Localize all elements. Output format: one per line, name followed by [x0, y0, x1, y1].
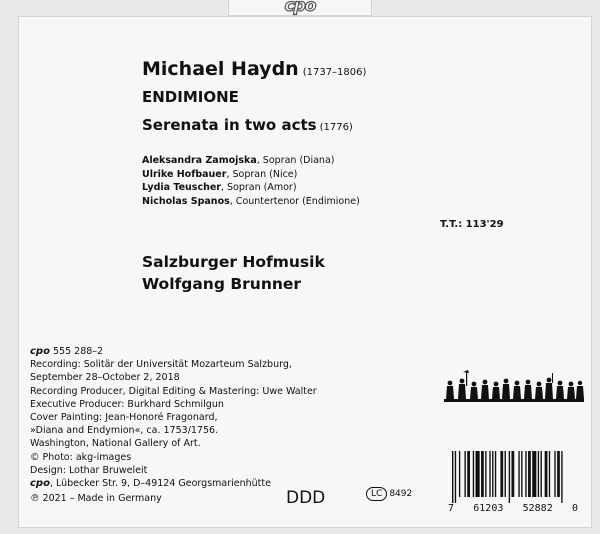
singer-name: Aleksandra Zamojska	[142, 155, 257, 166]
singer-name: Nicholas Spanos	[142, 195, 230, 207]
credit-line: Washington, National Gallery of Art.	[30, 438, 201, 450]
cpo-label: cpo	[30, 478, 50, 490]
credit-line: Cover Painting: Jean-Honoré Fragonard,	[30, 412, 218, 424]
total-time: T.T.: 113'29	[440, 219, 504, 230]
barcode-digit: 61203	[473, 503, 504, 514]
credit-line: Design: Lothar Bruweleit	[30, 464, 148, 476]
copyright-line: ℗ 2021 – Made in Germany	[30, 493, 162, 505]
ensemble-name: Salzburger Hofmusik	[142, 253, 325, 271]
cast-list	[142, 154, 360, 208]
singer-role: , Sopran (Diana)	[256, 155, 335, 166]
singer-name: Lydia Teuscher	[142, 182, 221, 193]
ddd-mark: DDD	[286, 488, 326, 508]
credits-block	[30, 345, 317, 505]
cast-item	[142, 181, 360, 195]
credit-line: »Diana and Endymion«, ca. 1753/1756.	[30, 425, 219, 437]
cpo-label: cpo	[30, 346, 50, 357]
composer-years: (1737–1806)	[302, 67, 367, 78]
work-year: (1776)	[319, 122, 353, 133]
performers	[142, 251, 325, 295]
credit-line: Recording Producer, Digital Editing & Mastering: Uwe Walter	[30, 385, 317, 397]
work-subtitle-line	[142, 116, 353, 134]
credit-line: © Photo: akg-images	[30, 451, 132, 463]
address-line	[30, 477, 317, 490]
lc-number: 8492	[389, 489, 413, 499]
barcode-digit: 0	[571, 503, 578, 514]
singer-role: , Countertenor (Endimione)	[229, 195, 360, 207]
work-title: ENDIMIONE	[142, 88, 239, 106]
composer-name: Michael Haydn	[142, 58, 299, 80]
orchestra-silhouette-icon	[444, 369, 584, 405]
label-code	[366, 487, 412, 501]
address-text: , Lübecker Str. 9, D–49124 Georgsmarienhütte	[49, 478, 271, 490]
work-subtitle: Serenata in two acts	[142, 116, 317, 134]
singer-role: , Sopran (Nice)	[226, 168, 298, 180]
credit-line: Recording: Solitär der Universität Mozarteum Salzburg,	[30, 359, 292, 371]
conductor-name: Wolfgang Brunner	[142, 275, 302, 293]
singer-role: , Sopran (Amor)	[220, 182, 297, 193]
catalog-number: 555 288–2	[53, 346, 104, 357]
barcode-digits	[448, 503, 578, 514]
barcode-digit: 52882	[522, 503, 553, 514]
logo-tab	[228, 0, 372, 16]
credit-line: Executive Producer: Burkhard Schmilgun	[30, 398, 224, 410]
lc-badge: LC	[366, 487, 387, 501]
credit-line: September 28–October 2, 2018	[30, 372, 180, 384]
composer-heading	[142, 58, 366, 80]
cast-item	[142, 168, 360, 182]
cast-item	[142, 195, 360, 209]
cast-item	[142, 154, 360, 168]
barcode-digit: 7	[448, 503, 455, 514]
barcode-icon	[452, 451, 564, 503]
singer-name: Ulrike Hofbauer	[142, 168, 227, 180]
cpo-logo: cpo	[284, 0, 316, 16]
catalog-number-line	[30, 345, 317, 358]
